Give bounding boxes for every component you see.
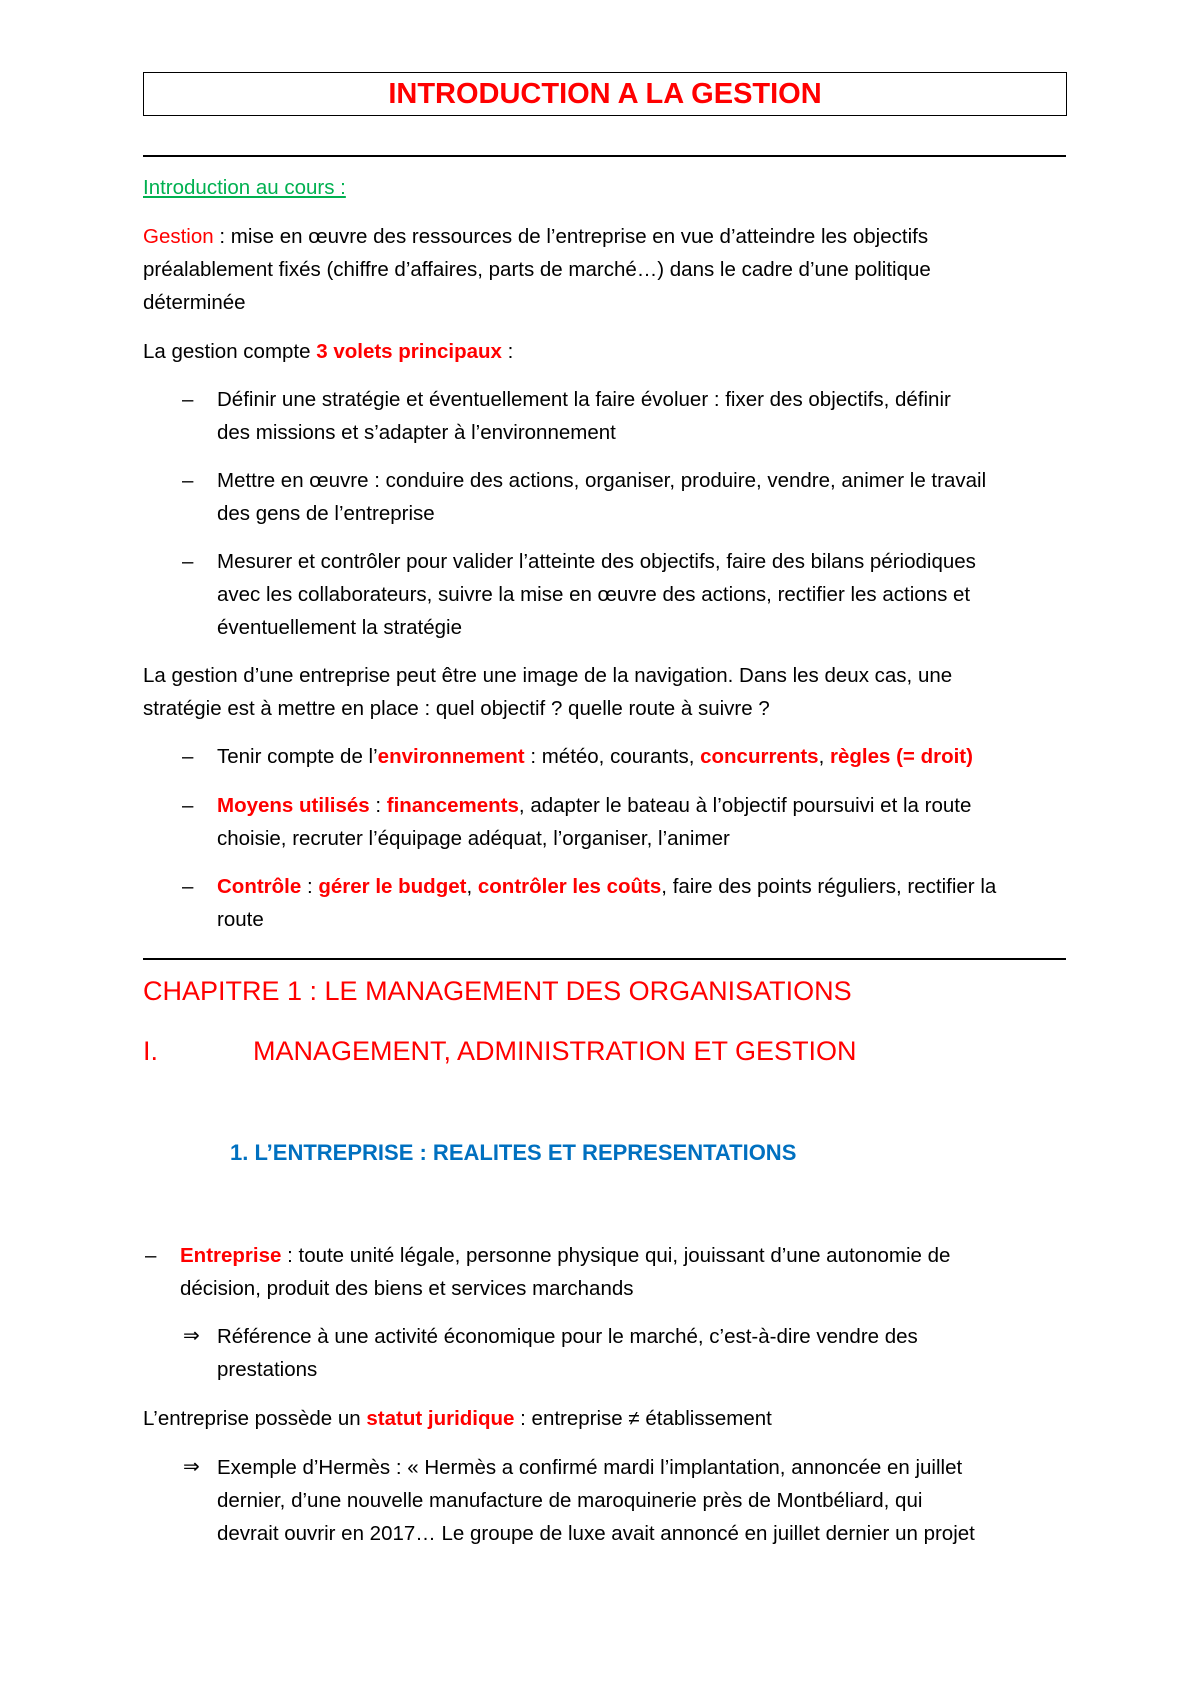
- horizontal-rule: [143, 958, 1066, 960]
- dash-bullet: –: [182, 550, 194, 573]
- entreprise-term: Entreprise: [180, 1244, 282, 1267]
- definition-text-1: : mise en œuvre des ressources de l’entreprise en vue d’atteindre les objectifs: [213, 225, 929, 248]
- reference-line-2: prestations: [217, 1358, 318, 1381]
- nav-bullet-3-line-2: route: [217, 908, 264, 931]
- nav-bullet-3-text-a: :: [301, 875, 319, 898]
- nav-bullet-2-text-a: :: [369, 794, 387, 817]
- arrow-icon: ⇒: [183, 1456, 200, 1478]
- entreprise-line-1: [180, 1239, 1067, 1272]
- nav-bullet-3-controle: Contrôle: [217, 875, 302, 898]
- nav-bullet-1: [217, 740, 1067, 773]
- hermes-line-1: Exemple d’Hermès : « Hermès a confirmé mardi l’implantation, annoncée en juillet: [217, 1456, 963, 1479]
- navigation-line-2: stratégie est à mettre en place : quel objectif ? quelle route à suivre ?: [143, 697, 770, 720]
- nav-bullet-3-text-c: , faire des points réguliers, rectifier la: [661, 875, 997, 898]
- nav-bullet-2-line-2: choisie, recruter l’équipage adéquat, l’organiser, l’animer: [217, 827, 730, 850]
- nav-bullet-1-text-b: : météo, courants,: [524, 745, 701, 768]
- nav-bullet-1-environnement: environnement: [377, 745, 525, 768]
- document-title: INTRODUCTION A LA GESTION: [143, 72, 1067, 116]
- volets-prefix: La gestion compte: [143, 340, 317, 363]
- nav-bullet-2-moyens: Moyens utilisés: [217, 794, 370, 817]
- dash-bullet: –: [145, 1244, 157, 1267]
- dash-bullet: –: [182, 388, 194, 411]
- hermes-line-3: devrait ouvrir en 2017… Le groupe de luxe avait annoncé en juillet dernier un projet: [217, 1522, 975, 1545]
- entreprise-text-1: : toute unité légale, personne physique qui, jouissant d’une autonomie de: [281, 1244, 951, 1267]
- nav-bullet-2-line-1: [217, 789, 1067, 822]
- statut-suffix: : entreprise ≠ établissement: [514, 1407, 772, 1430]
- nav-bullet-2-financements: financements: [386, 794, 519, 817]
- statut-line: [143, 1402, 1068, 1435]
- nav-bullet-1-concurrents: concurrents: [700, 745, 819, 768]
- bullet-3-line-1: Mesurer et contrôler pour valider l’atteinte des objectifs, faire des bilans périodiques: [217, 550, 976, 573]
- nav-bullet-1-regles: règles (= droit): [830, 745, 973, 768]
- intro-heading: [143, 171, 1068, 204]
- subsection-heading: 1. L’ENTREPRISE : REALITES ET REPRESENTATIONS: [230, 1140, 797, 1165]
- horizontal-rule: [143, 155, 1066, 157]
- section-title: MANAGEMENT, ADMINISTRATION ET GESTION: [253, 1036, 857, 1066]
- dash-bullet: –: [182, 745, 194, 768]
- dash-bullet: –: [182, 469, 194, 492]
- reference-line-1: Référence à une activité économique pour le marché, c’est-à-dire vendre des: [217, 1325, 918, 1348]
- bullet-3-line-3: éventuellement la stratégie: [217, 616, 463, 639]
- volets-suffix: :: [501, 340, 514, 363]
- bullet-3-line-2: avec les collaborateurs, suivre la mise en œuvre des actions, rectifier les actions et: [217, 583, 971, 606]
- nav-bullet-2-text-b: , adapter le bateau à l’objectif poursuivi et la route: [518, 794, 972, 817]
- nav-bullet-1-text-a: Tenir compte de l’: [217, 745, 378, 768]
- nav-bullet-1-text-c: ,: [818, 745, 830, 768]
- navigation-line-1: La gestion d’une entreprise peut être une image de la navigation. Dans les deux cas, une: [143, 664, 953, 687]
- nav-bullet-3-couts: contrôler les coûts: [477, 875, 662, 898]
- intro-heading-text: Introduction au cours :: [143, 176, 346, 199]
- volets-line: [143, 335, 1068, 368]
- definition-line-3: déterminée: [143, 291, 246, 314]
- section-heading: [143, 1033, 1068, 1069]
- bullet-2-line-1: Mettre en œuvre : conduire des actions, organiser, produire, vendre, animer le travail: [217, 469, 987, 492]
- arrow-icon: ⇒: [183, 1325, 200, 1347]
- nav-bullet-3-budget: gérer le budget: [318, 875, 467, 898]
- entreprise-line-2: décision, produit des biens et services marchands: [180, 1277, 634, 1300]
- nav-bullet-3-line-1: [217, 870, 1067, 903]
- chapter-heading: CHAPITRE 1 : LE MANAGEMENT DES ORGANISATIONS: [143, 976, 852, 1006]
- section-number: I.: [143, 1036, 159, 1066]
- statut-highlight: statut juridique: [366, 1407, 515, 1430]
- definition-line-2: préalablement fixés (chiffre d’affaires, parts de marché…) dans le cadre d’une politique: [143, 258, 931, 281]
- hermes-line-2: dernier, d’une nouvelle manufacture de maroquinerie près de Montbéliard, qui: [217, 1489, 923, 1512]
- definition-term: Gestion: [143, 225, 214, 248]
- bullet-1-line-2: des missions et s’adapter à l’environnement: [217, 421, 616, 444]
- bullet-2-line-2: des gens de l’entreprise: [217, 502, 435, 525]
- volets-highlight: 3 volets principaux: [316, 340, 502, 363]
- bullet-1-line-1: Définir une stratégie et éventuellement la faire évoluer : fixer des objectifs, définir: [217, 388, 951, 411]
- statut-prefix: L’entreprise possède un: [143, 1407, 367, 1430]
- dash-bullet: –: [182, 875, 194, 898]
- definition-line-1: [143, 220, 1068, 253]
- dash-bullet: –: [182, 794, 194, 817]
- nav-bullet-3-text-b: ,: [466, 875, 478, 898]
